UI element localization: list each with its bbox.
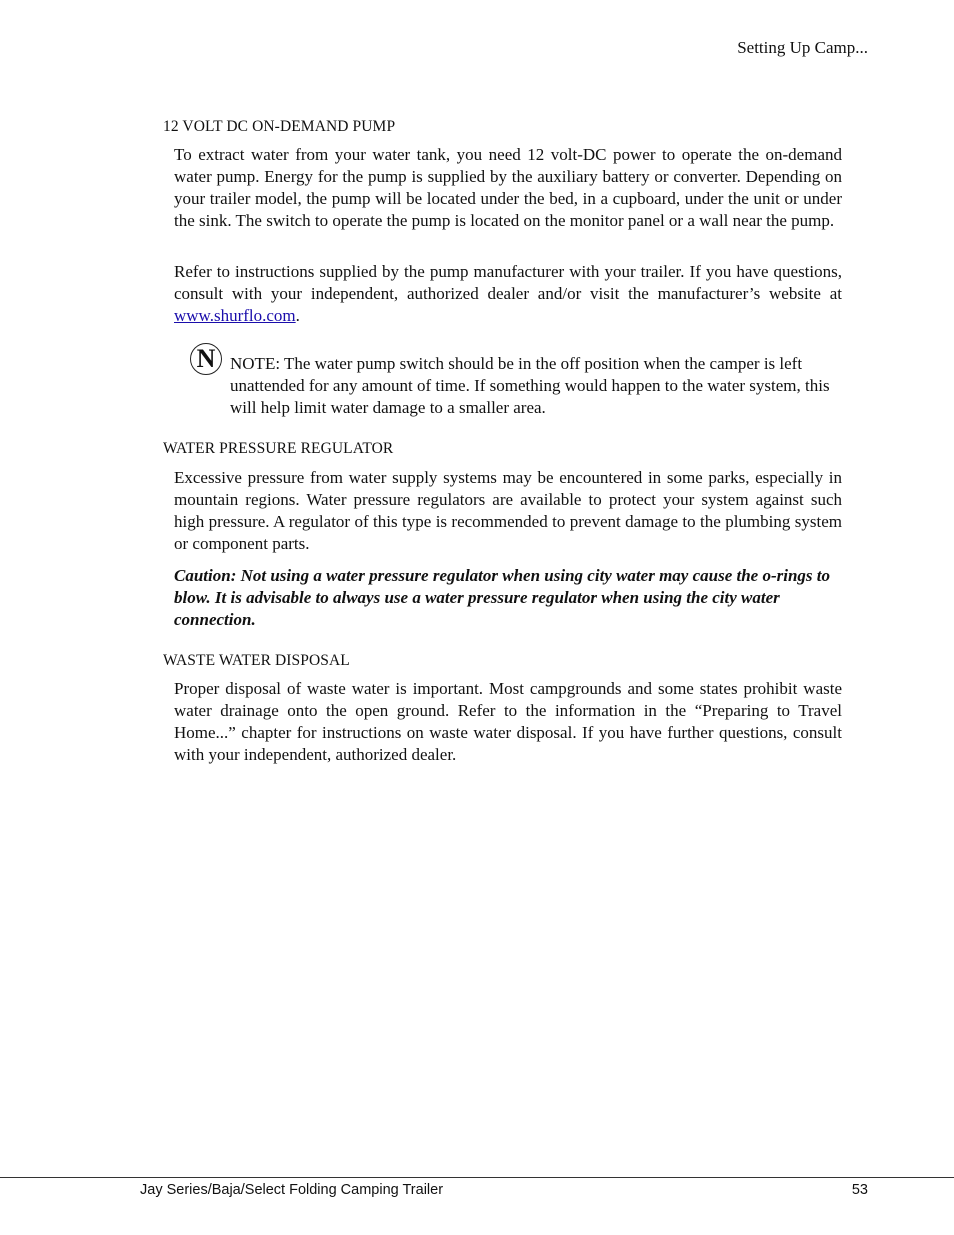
shurflo-link[interactable]: www.shurflo.com	[174, 306, 296, 325]
heading-regulator: WATER PRESSURE REGULATOR	[163, 440, 394, 457]
regulator-paragraph: Excessive pressure from water supply systems may be encountered in some parks, especially in mountain regions. Water pressure regulators are available to protect your system against such high pressure. A regulator of this type is recommended to prevent damage to the plumbing system or component parts.	[174, 468, 842, 553]
footer-rule	[0, 1177, 954, 1178]
pump-paragraph-2	[174, 261, 842, 327]
running-header: Setting Up Camp...	[737, 38, 868, 57]
pump-paragraph-2-end: .	[295, 306, 300, 325]
heading-waste: WASTE WATER DISPOSAL	[163, 652, 350, 669]
note-n-icon: N	[190, 343, 222, 375]
pump-paragraph-1: To extract water from your water tank, you need 12 volt-DC power to operate the on-demand water pump. Energy for the pump is supplied by the auxiliary battery or converter. Depending on your trailer model, the pump will be located under the bed, in a cupboard, under the unit or under the sink. The switch to operate the pump is located on the monitor panel or a wall near the pump.	[174, 145, 842, 230]
waste-paragraph: Proper disposal of waste water is important. Most campgrounds and some states prohibit waste water drainage onto the open ground. Refer to the information in the “Preparing to Travel Home...” chapter for instructions on waste water disposal. If you have further questions, consult with your independent, authorized dealer.	[174, 679, 842, 764]
page-number: 53	[851, 1182, 868, 1198]
note-text: NOTE: The water pump switch should be in the off position when the camper is left unattended for any amount of time. If something would happen to the water system, this will help limit water damage to a smaller area.	[230, 354, 830, 417]
footer-title: Jay Series/Baja/Select Folding Camping Trailer	[140, 1182, 444, 1198]
heading-pump: 12 VOLT DC ON-DEMAND PUMP	[163, 118, 396, 135]
pump-paragraph-2-text: Refer to instructions supplied by the pump manufacturer with your trailer. If you have questions, consult with your independent, authorized dealer and/or visit the manufacturer’s website at	[174, 262, 842, 303]
caution-text: Caution: Not using a water pressure regulator when using city water may cause the o-rings to blow. It is advisable to always use a water pressure regulator when using the city water connection.	[174, 566, 831, 629]
